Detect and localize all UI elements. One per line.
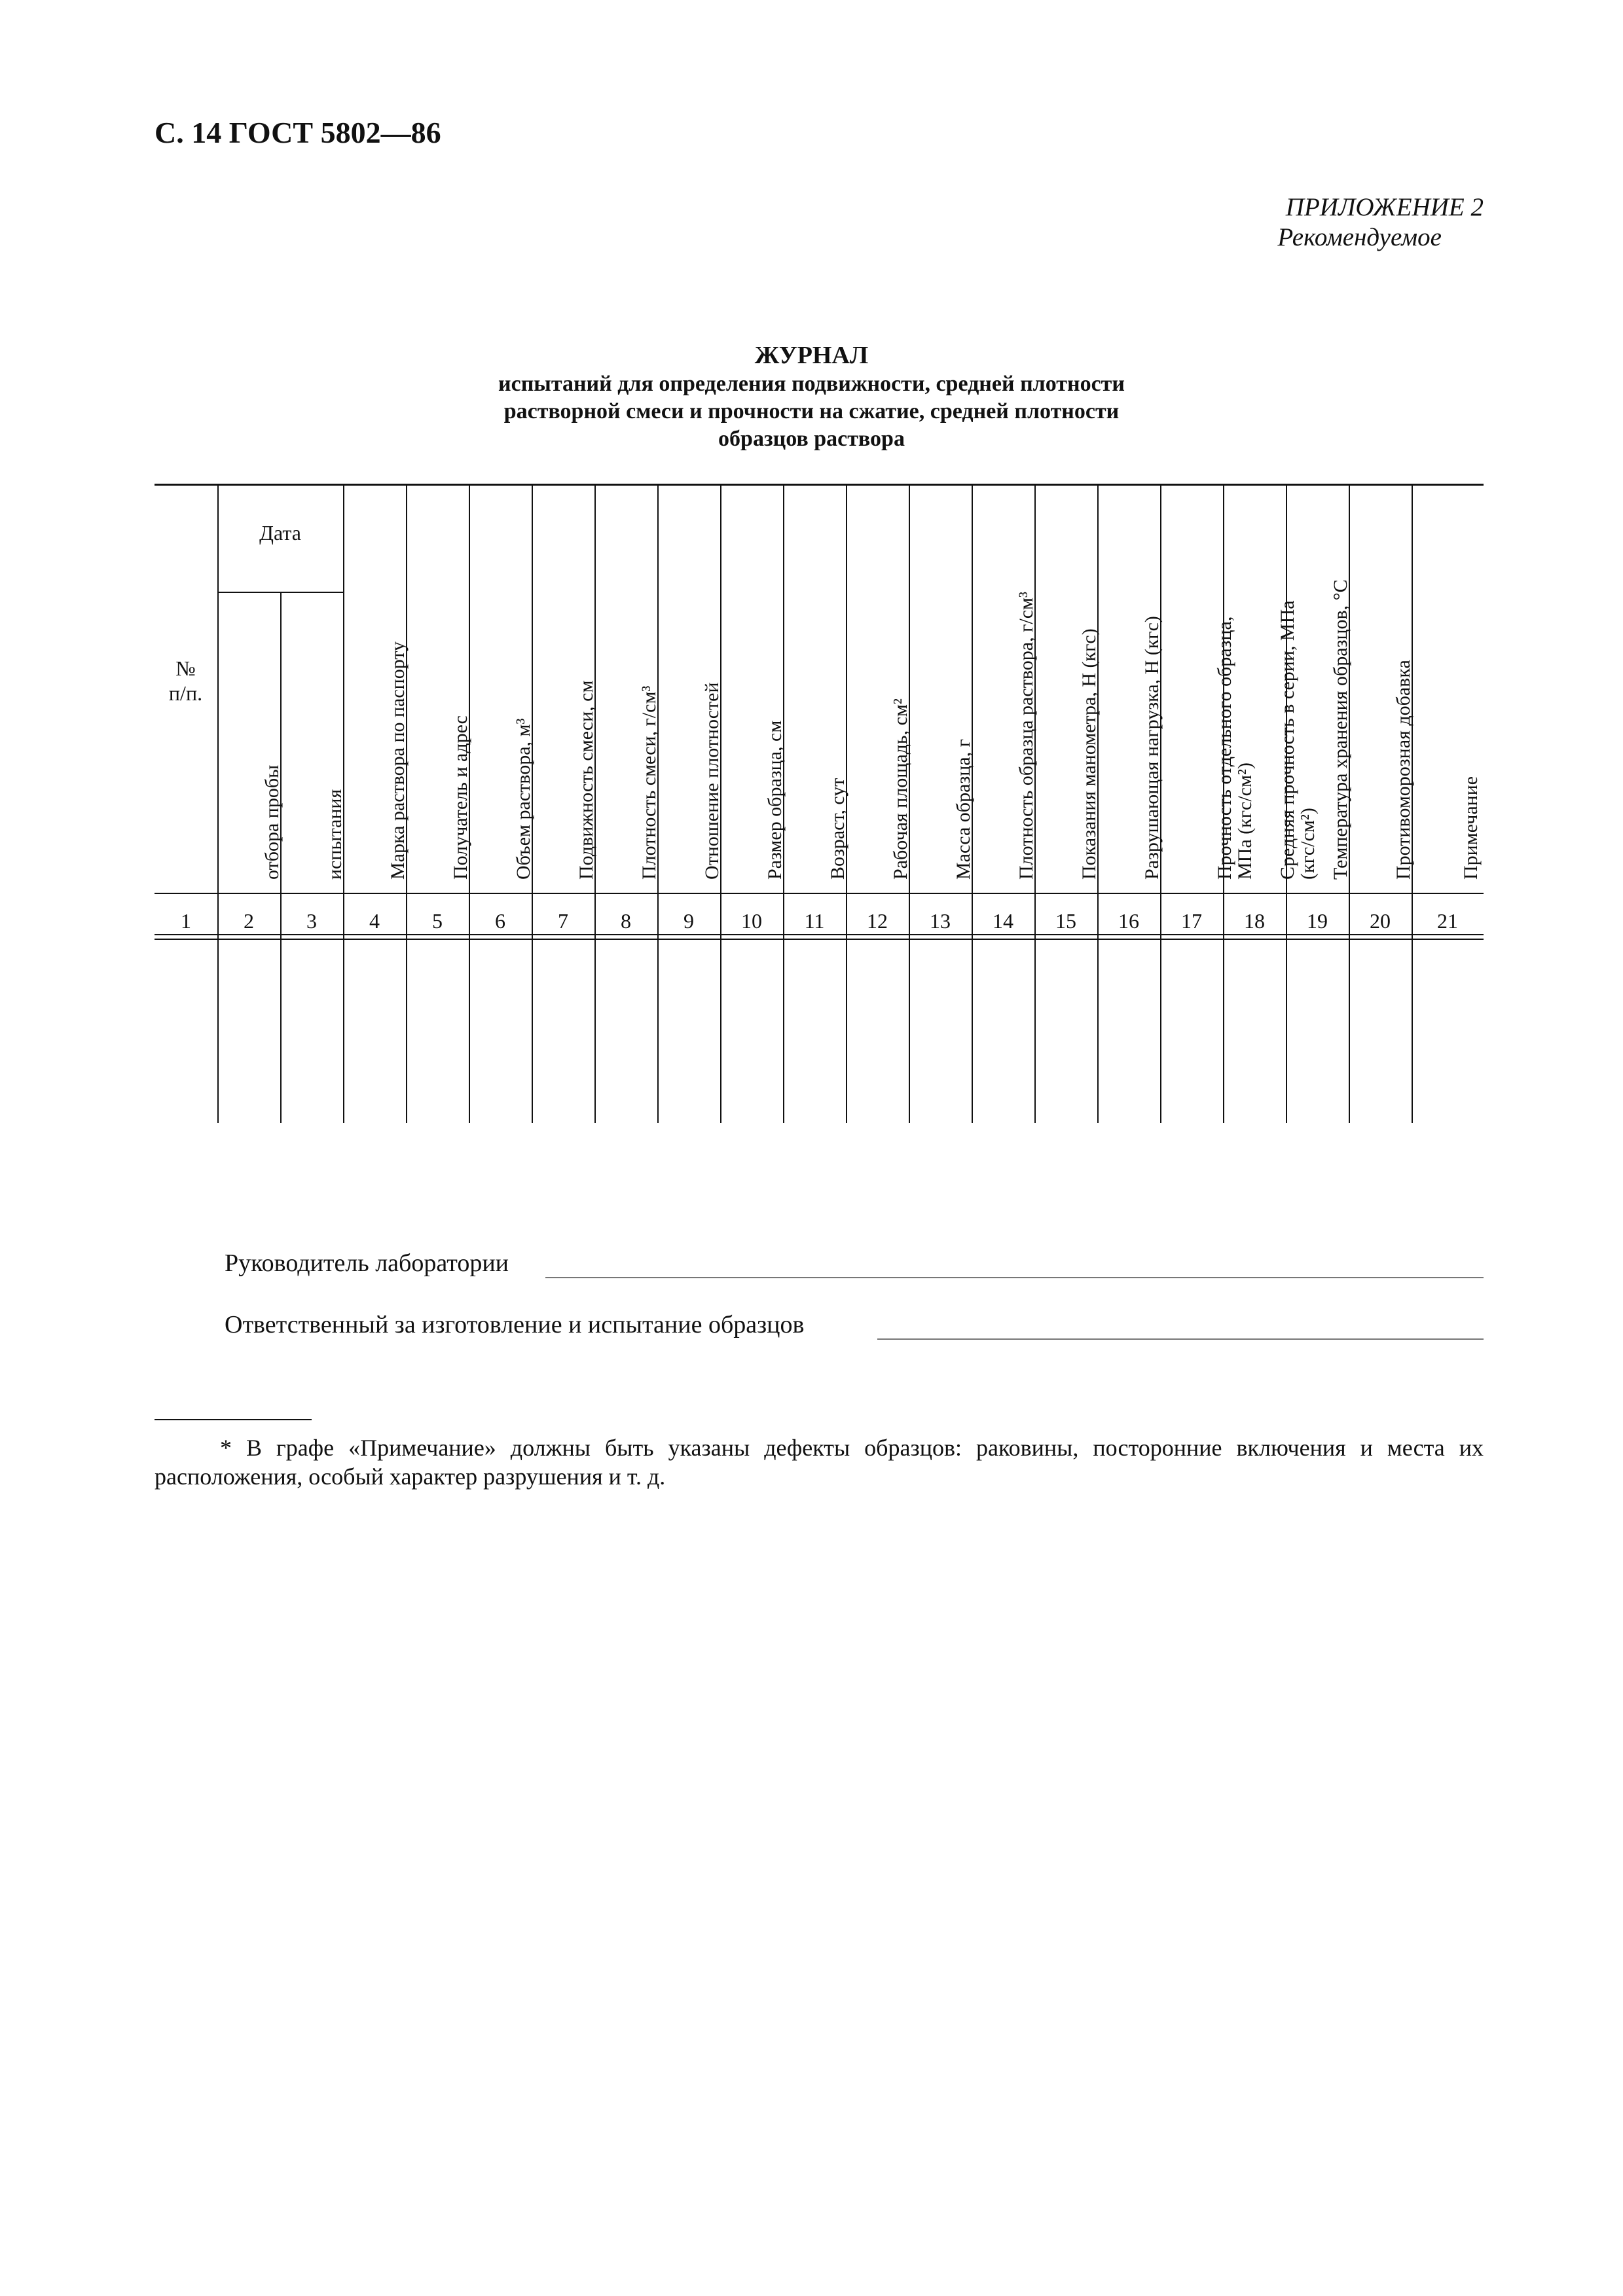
- column-number: 19: [1307, 909, 1328, 933]
- journal-table: [155, 484, 1484, 1123]
- column-header: Рабочая площадь, см²: [890, 698, 911, 880]
- column-divider: [217, 484, 219, 1123]
- column-number: 12: [867, 909, 888, 933]
- column-number: 18: [1244, 909, 1265, 933]
- column-header: Возраст, сут: [827, 778, 848, 880]
- column-number: 5: [432, 909, 443, 933]
- column-number: 13: [930, 909, 951, 933]
- column-header: Подвижность смеси, см: [575, 680, 597, 880]
- column-number: 3: [306, 909, 317, 933]
- numbers-bottom-rule: [155, 934, 1484, 935]
- column-header: Марка раствора по паспорту: [387, 641, 409, 880]
- column-header: Масса образца, г: [953, 739, 974, 880]
- journal-title: ЖУРНАЛ: [754, 342, 869, 369]
- column-header: Температура хранения образцов, °С: [1330, 579, 1351, 880]
- appendix-title: ПРИЛОЖЕНИЕ 2: [1285, 193, 1484, 221]
- column-number: 4: [369, 909, 380, 933]
- column-header: Противоморозная добавка: [1393, 660, 1414, 880]
- journal-subtitle: испытаний для определения подвижности, средней плотности растворной смеси и прочности на сжатие, средней плотности образцов раствора: [498, 372, 1125, 451]
- appendix-label: [1277, 192, 1484, 253]
- table-header-no: № п/п.: [168, 656, 203, 705]
- column-number: 10: [741, 909, 762, 933]
- column-number: 20: [1370, 909, 1391, 933]
- column-number: 11: [804, 909, 825, 933]
- column-header: Показания манометра, Н (кгс): [1078, 628, 1100, 880]
- column-number: 9: [684, 909, 694, 933]
- journal-heading: [0, 340, 1623, 453]
- signature-lab-head-label: Руководитель лаборатории: [225, 1249, 509, 1277]
- column-header: Получатель и адрес: [450, 715, 471, 880]
- column-number: 15: [1055, 909, 1076, 933]
- column-header: Размер образца, см: [764, 720, 786, 880]
- numbers-double-rule: [155, 939, 1484, 940]
- column-header: Прочность отдельного образца, МПа (кгс/см²): [1214, 616, 1256, 880]
- column-number: 21: [1437, 909, 1458, 933]
- column-header: Примечание: [1460, 776, 1482, 880]
- column-number: 8: [621, 909, 631, 933]
- column-header: отбора пробы: [261, 764, 283, 880]
- footnote-rule: [155, 1419, 312, 1420]
- column-header: Плотность образца раствора, г/см³: [1015, 591, 1037, 880]
- column-header: Разрушающая нагрузка, Н (кгс): [1141, 616, 1163, 880]
- column-number: 16: [1118, 909, 1139, 933]
- column-number: 6: [495, 909, 505, 933]
- column-header: Плотность смеси, г/см³: [638, 685, 660, 880]
- column-number: 2: [244, 909, 254, 933]
- column-header: Средняя прочность в серии, МПа (кгс/см²): [1277, 600, 1319, 880]
- appendix-subtitle: Рекомендуемое: [1277, 223, 1442, 251]
- column-header: испытания: [324, 789, 346, 880]
- header-bottom-rule: [155, 893, 1484, 894]
- signature-responsible-line: [877, 1338, 1484, 1340]
- table-top-rule: [155, 484, 1484, 486]
- column-header: Отношение плотностей: [701, 682, 723, 880]
- column-header: Объем раствора, м³: [513, 718, 534, 880]
- column-number: 1: [181, 909, 191, 933]
- column-number: 17: [1181, 909, 1202, 933]
- footnote: * В графе «Примечание» должны быть указаны дефекты образцов: раковины, посторонние включения и места их расположения, особый характер разрушения и т. д.: [155, 1435, 1484, 1490]
- column-number: 7: [558, 909, 568, 933]
- column-number: 14: [993, 909, 1013, 933]
- table-header-date: Дата: [259, 521, 301, 545]
- page-header: С. 14 ГОСТ 5802—86: [155, 116, 441, 149]
- signature-responsible-label: Ответственный за изготовление и испытание образцов: [225, 1311, 805, 1338]
- signature-lab-head-line: [545, 1277, 1484, 1278]
